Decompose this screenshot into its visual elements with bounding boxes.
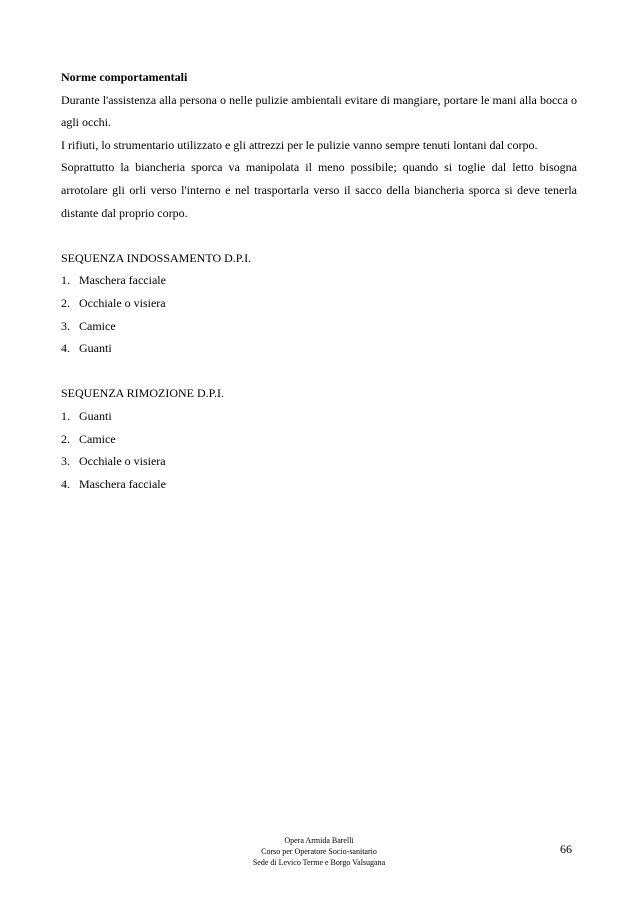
list-indossamento [61, 269, 577, 359]
list-item-number: 1. [61, 408, 70, 423]
paragraph-rifiuti: I rifiuti, lo strumentario utilizzato e gli attrezzi per le pulizie vanno sempre tenuti lontani dal corpo. [61, 137, 538, 152]
list-item-text: Camice [79, 318, 116, 333]
list-item-number: 3. [61, 454, 70, 469]
section-spacer [61, 224, 577, 247]
list-item [61, 428, 577, 451]
page-body [61, 66, 577, 495]
list-item-text: Occhiale o visiera [79, 454, 166, 469]
list-item [61, 405, 577, 428]
section-title-indossamento: SEQUENZA INDOSSAMENTO D.P.I. [61, 250, 252, 265]
list-item [61, 269, 577, 292]
list-item-text: Maschera facciale [79, 273, 166, 288]
list-item [61, 450, 577, 473]
list-item [61, 337, 577, 360]
list-item-text: Camice [79, 431, 116, 446]
list-item-text: Guanti [79, 408, 112, 423]
page-number: 66 [560, 842, 572, 856]
list-item [61, 473, 577, 496]
list-rimozione [61, 405, 577, 495]
list-item-text: Maschera facciale [79, 476, 166, 491]
section-title-rimozione: SEQUENZA RIMOZIONE D.P.I. [61, 386, 224, 401]
paragraph-biancheria: Soprattutto la biancheria sporca va manipolata il meno possibile; quando si toglie dal letto bisogna arrotolare gli orli verso l'interno e nel trasportarla verso il sacco della biancheria sporca si deve tenerla distante dal proprio corpo. [61, 160, 577, 220]
list-item-number: 1. [61, 273, 70, 288]
list-item-number: 4. [61, 341, 70, 356]
list-item-text: Guanti [79, 341, 112, 356]
list-item [61, 292, 577, 315]
list-item [61, 315, 577, 338]
list-item-number: 4. [61, 476, 70, 491]
footer-location: Sede di Levico Terme e Borgo Valsugana [252, 858, 386, 867]
list-item-text: Occhiale o visiera [79, 295, 166, 310]
page-footer [0, 835, 638, 868]
list-item-number: 3. [61, 318, 70, 333]
footer-organization: Opera Armida Barelli [284, 836, 354, 845]
section-spacer [61, 360, 577, 383]
paragraph-assistenza: Durante l'assistenza alla persona o nelle pulizie ambientali evitare di mangiare, portare le mani alla bocca o agli occhi. [61, 92, 577, 130]
list-item-number: 2. [61, 295, 70, 310]
section-heading-norme: Norme comportamentali [61, 70, 188, 84]
footer-course: Corso per Operatore Socio-sanitario [261, 847, 377, 856]
list-item-number: 2. [61, 431, 70, 446]
